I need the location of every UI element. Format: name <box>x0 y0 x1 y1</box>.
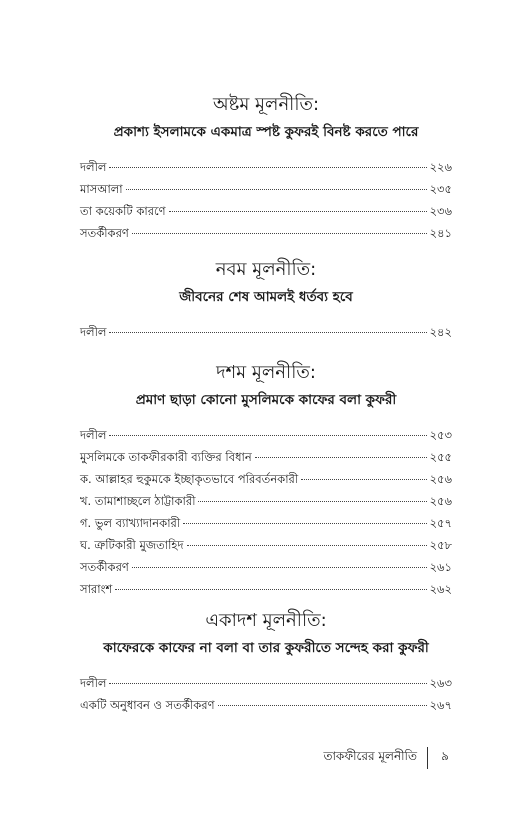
entry-label: তা কয়েকটি কারণে <box>80 204 166 218</box>
toc-entry[interactable] <box>80 490 452 512</box>
section-subtitle: জীবনের শেষ আমলই ধর্তব্য হবে <box>179 289 353 305</box>
entry-label: দলীল <box>80 676 107 690</box>
dot-leader <box>132 232 427 234</box>
toc-entry[interactable] <box>80 468 452 490</box>
entry-label: দলীল <box>80 160 107 174</box>
entry-label: দলীল <box>80 325 107 339</box>
toc-entry[interactable] <box>80 321 452 343</box>
dot-leader <box>126 188 427 190</box>
entry-label: একটি অনুধাবন ও সতর্কীকরণ <box>80 698 215 712</box>
entry-label: সতর্কীকরণ <box>80 226 129 240</box>
entry-page-number: ২৫৫ <box>429 450 452 464</box>
entry-page-number: ২৬৩ <box>429 676 452 690</box>
entry-label: সারাংশ <box>80 582 113 596</box>
entry-page-number: ২৩৬ <box>429 204 452 218</box>
entry-page-number: ২৪১ <box>429 226 452 240</box>
section-heading: অষ্টম মূলনীতি: <box>212 94 320 115</box>
entry-page-number: ২৫৮ <box>429 538 452 552</box>
entry-page-number: ২৫৭ <box>429 516 452 530</box>
entry-page-number: ২৫৬ <box>429 472 452 486</box>
entry-page-number: ২৬২ <box>429 582 452 596</box>
entry-page-number: ২৩৫ <box>429 182 452 196</box>
toc-entry[interactable] <box>80 578 452 600</box>
dot-leader <box>169 210 427 212</box>
dot-leader <box>132 566 427 568</box>
toc-entry[interactable] <box>80 424 452 446</box>
section-subtitle: প্রমাণ ছাড়া কোনো মুসলিমকে কাফের বলা কুফরী <box>135 392 397 408</box>
toc-entry[interactable] <box>80 512 452 534</box>
footer-divider <box>427 747 428 769</box>
toc-entry[interactable] <box>80 672 452 694</box>
toc-entry[interactable] <box>80 222 452 244</box>
toc-entry[interactable] <box>80 556 452 578</box>
dot-leader <box>255 456 427 458</box>
entry-label: খ. তামাশাচ্ছলে ঠাট্টাকারী <box>80 494 196 508</box>
toc-entry[interactable] <box>80 446 452 468</box>
entry-page-number: ২৪২ <box>429 325 452 339</box>
section-heading: নবম মূলনীতি: <box>215 259 317 280</box>
toc-section-9 <box>80 255 452 343</box>
toc-entry[interactable] <box>80 156 452 178</box>
dot-leader <box>109 434 426 436</box>
page-number: ৯ <box>441 749 449 763</box>
dot-leader <box>187 544 427 546</box>
toc-section-11 <box>80 606 452 716</box>
dot-leader <box>109 682 426 684</box>
page-footer <box>80 746 452 770</box>
toc-section-8 <box>80 90 452 244</box>
dot-leader <box>183 522 426 524</box>
entry-page-number: ২৫৬ <box>429 494 452 508</box>
toc-entry[interactable] <box>80 178 452 200</box>
entry-label: গ. ভুল ব্যাখ্যাদানকারী <box>80 516 181 530</box>
entry-label: ক. আল্লাহর হুকুমকে ইচ্ছাকৃতভাবে পরিবর্তনকারী <box>80 472 299 486</box>
entry-page-number: ২৫৩ <box>429 428 452 442</box>
toc-section-10 <box>80 358 452 600</box>
running-title: তাকফীরের মূলনীতি <box>323 749 417 763</box>
dot-leader <box>301 478 426 480</box>
section-subtitle: প্রকাশ্য ইসলামকে একমাত্র স্পষ্ট কুফরই বিনষ্ট করতে পারে <box>113 124 419 140</box>
dot-leader <box>109 166 426 168</box>
entry-label: মুসলিমকে তাকফীরকারী ব্যক্তির বিধান <box>80 450 252 464</box>
section-heading: একাদশ মূলনীতি: <box>205 610 327 631</box>
entry-label: সতর্কীকরণ <box>80 560 129 574</box>
toc-entry[interactable] <box>80 200 452 222</box>
toc-entry[interactable] <box>80 534 452 556</box>
entry-page-number: ২৬১ <box>429 560 452 574</box>
dot-leader <box>115 588 426 590</box>
section-subtitle: কাফেরকে কাফের না বলা বা তার কুফরীতে সন্দেহ করা কুফরী <box>103 640 429 656</box>
entry-label: দলীল <box>80 428 107 442</box>
entry-page-number: ২৬৭ <box>429 698 452 712</box>
entry-page-number: ২২৬ <box>429 160 452 174</box>
entry-label: মাসআলা <box>80 182 123 196</box>
entry-label: ঘ. ত্রুটিকারী মুজতাহিদ <box>80 538 184 552</box>
dot-leader <box>198 500 426 502</box>
section-heading: দশম মূলনীতি: <box>216 362 316 383</box>
dot-leader <box>109 331 426 333</box>
toc-entry[interactable] <box>80 694 452 716</box>
dot-leader <box>218 704 427 706</box>
